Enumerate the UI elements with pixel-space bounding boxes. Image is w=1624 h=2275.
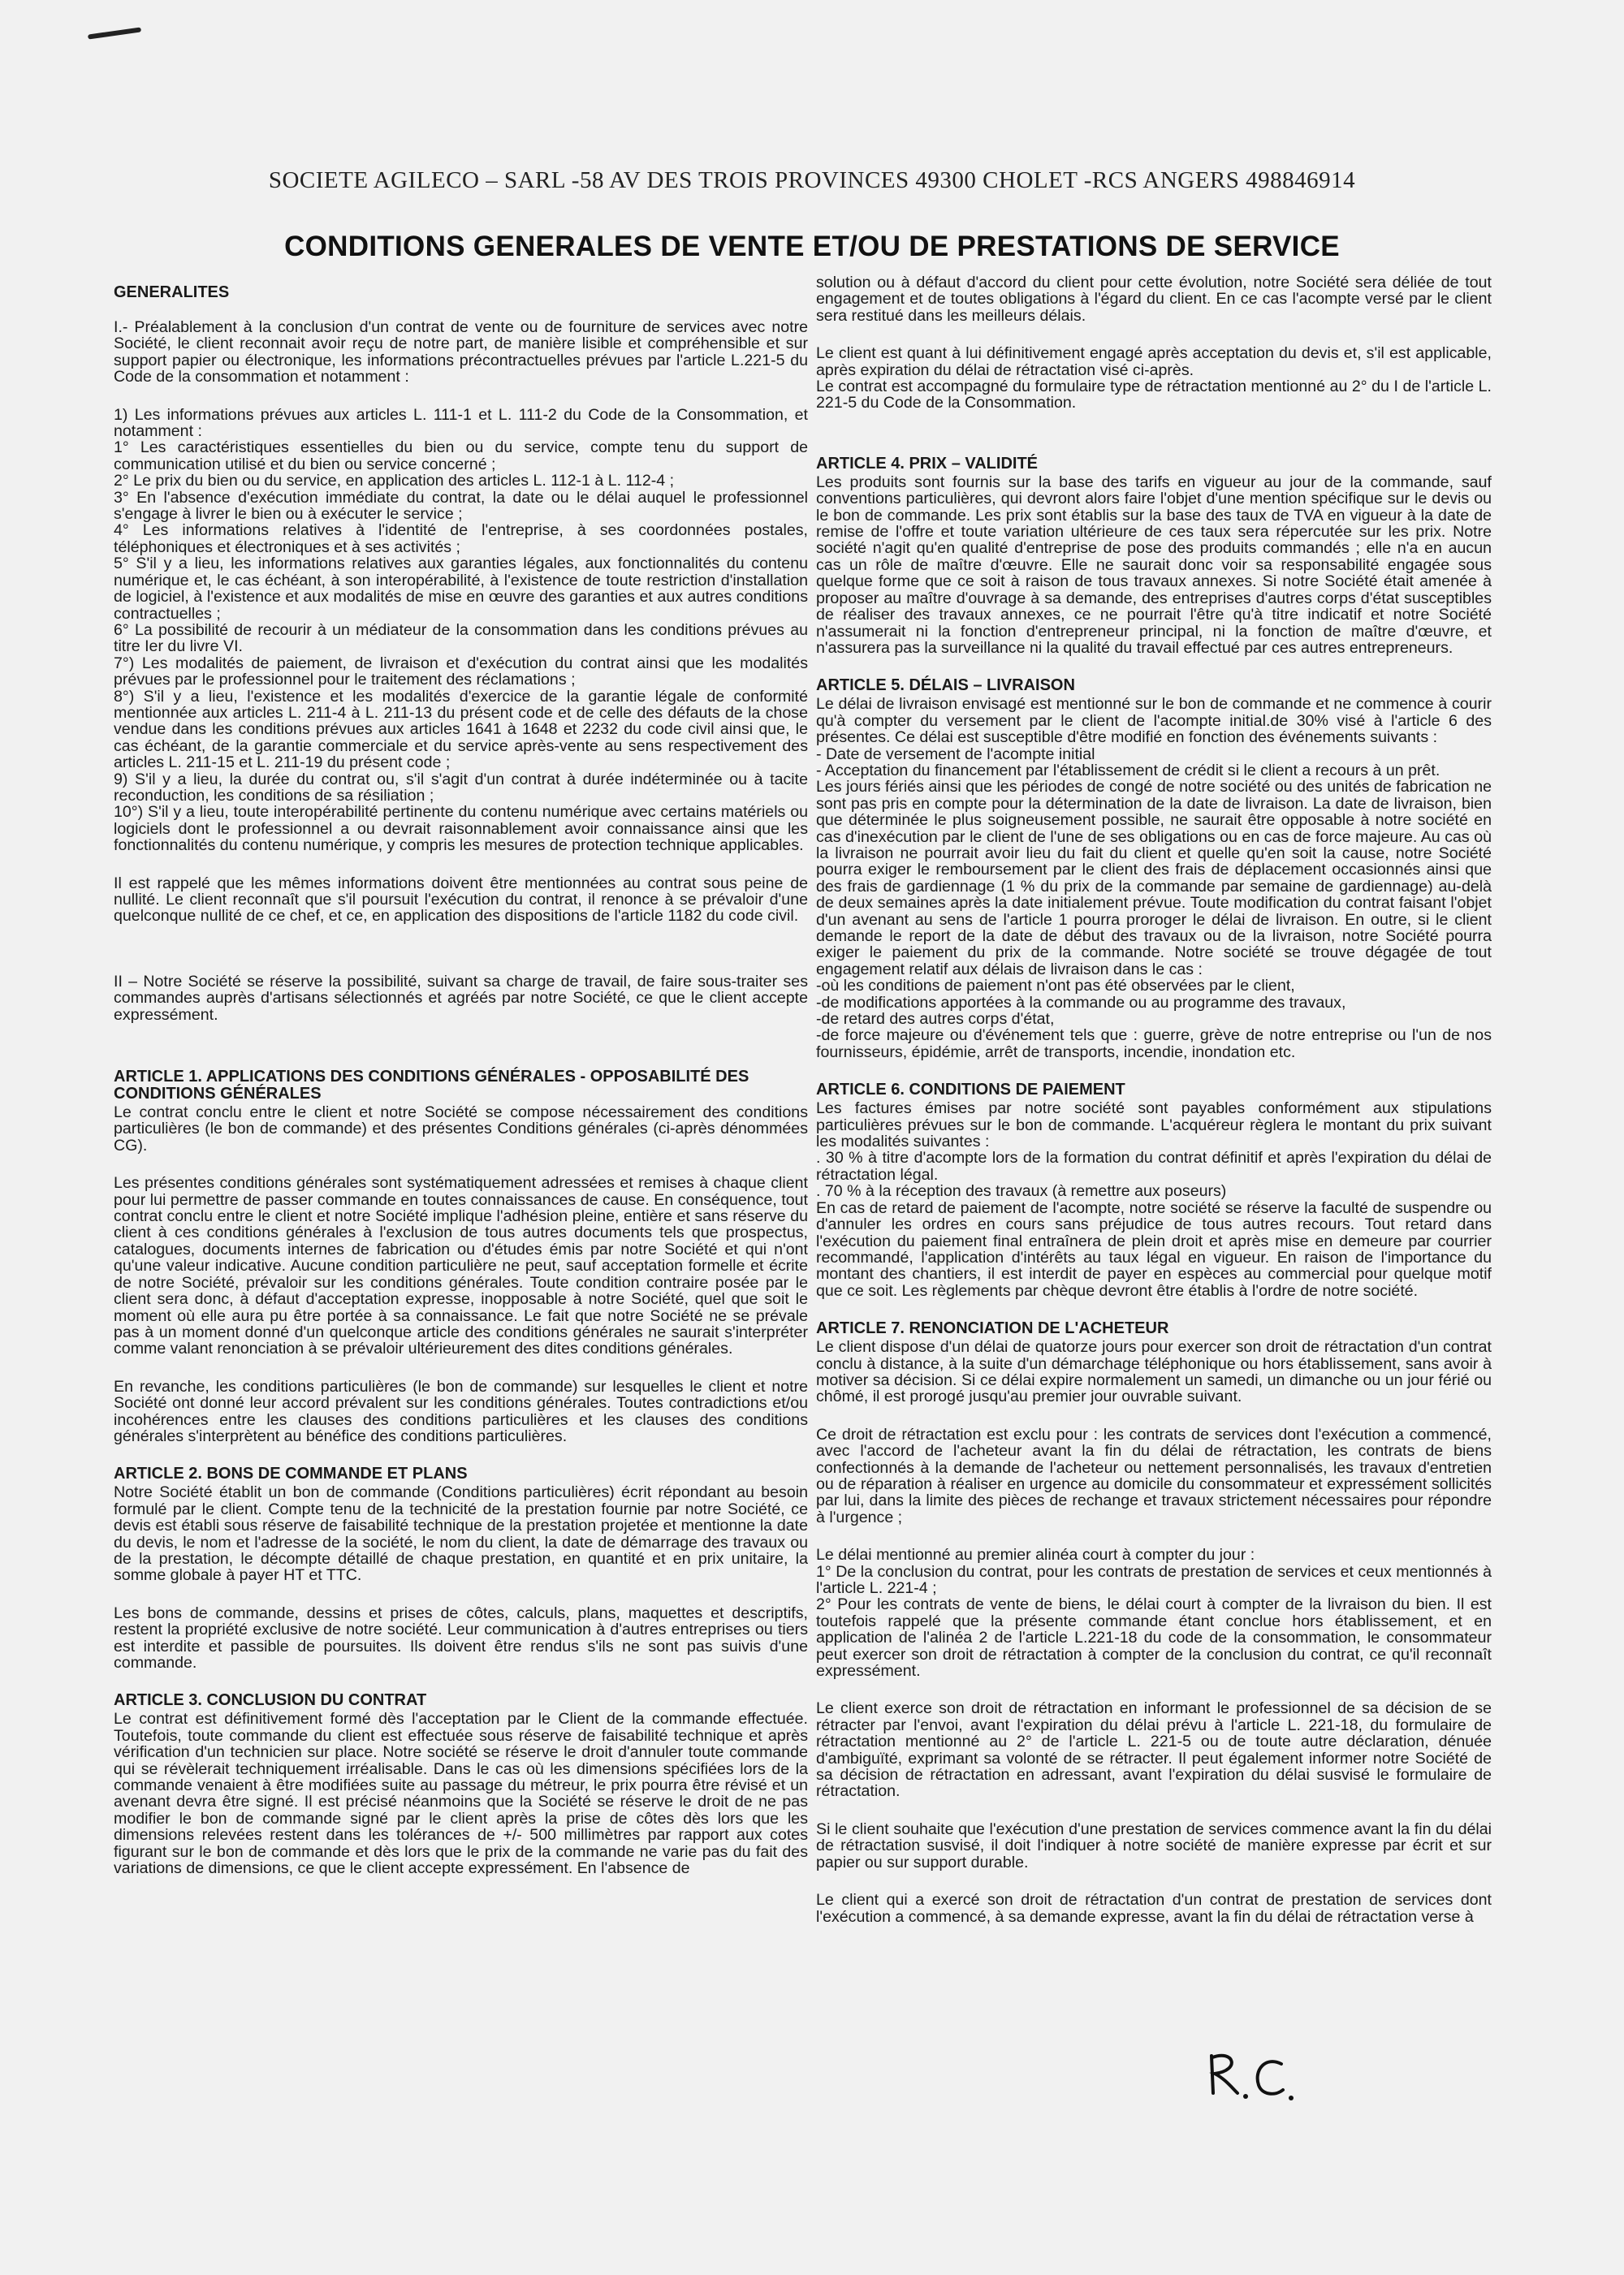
paragraph: Ce droit de rétractation est exclu pour : les contrats de services dont l'exécution a commencé, avec l'accord de l'acheteur avant la fin du délai de rétractation, les contrats de biens confectionnés à la demande de l'acheteur ou nettement personnalisés, les travaux d'entretien ou de réparation à réaliser en urgence au domicile du consommateur et expressément sollicités par lui, dans la limite des pièces de rechange et travaux strictement nécessaires pour répondre à l'urgence ; [816, 1425, 1492, 1526]
paragraph: solution ou à défaut d'accord du client pour cette évolution, notre Société sera déliée de tout engagement et de toutes obligations à l'égard du client. En ce cas l'acompte versé par le client sera restitué dans les meilleurs délais. [816, 274, 1492, 325]
paragraph: I.- Préalablement à la conclusion d'un contrat de vente ou de fourniture de services avec notre Société, le client reconnait avoir reçu de notre part, de manière lisible et compréhensible et sur support papier ou électronique, les informations précontractuelles prévues par l'article L.221-5 du Code de la consommation et notamment : [114, 318, 808, 386]
paragraph: Il est rappelé que les mêmes informations doivent être mentionnées au contrat sous peine de nullité. Le client reconnaît que s'il poursuit l'exécution du contrat, il renonce à se prévaloir d'une quelconque nullité de ce chef, et ce, en application des dispositions de l'article 1182 du code civil. [114, 874, 808, 926]
article-4-heading: ARTICLE 4. PRIX – VALIDITÉ [816, 454, 1038, 473]
paragraph: Les présentes conditions générales sont systématiquement adressées et remises à chaque client pour lui permettre de passer commande en toutes connaissances de cause. En conséquence, tout contrat conclu entre le client et notre Société implique l'adhésion pleine, entière et sans réserve du client à ces conditions générales à l'exclusion de tous autres documents tels que prospectus, catalogues, documents internes de fabrication ou d'études émis par notre Société et qui n'ont qu'une valeur indicative. Aucune condition particulière ne peut, sauf acceptation formelle et écrite de notre Société, prévaloir sur les conditions générales. Toute condition contraire posée par le client sera donc, à défaut d'acceptation expresse, inopposable à notre Société, quel que soit le moment où elle aura pu être portée à sa connaissance. Le fait que notre Société ne se prévale pas à un moment donné d'un quelconque article des conditions générales ne saurait s'interpréter comme valant renonciation à se prévaloir ultérieurement des dites conditions générales. [114, 1174, 808, 1358]
paragraph: Les produits sont fournis sur la base des tarifs en vigueur au jour de la commande, sauf conventions particulières, qui devront alors faire l'objet d'une mention spécifique sur le devis ou le bon de commande. Les prix sont établis sur la base des taux de TVA en vigueur à la date de remise de l'offre et toute variation ultérieure de ces taux sera répercutée sur les prix. Notre société n'agit qu'en qualité d'entreprise de pose des produits commandés ; elle n'a en aucun cas un rôle de maître d'œuvre. Elle ne saurait donc voir sa responsabilité engagée sous quelque forme que ce soit à raison de tous travaux annexes. Si notre Société était amenée à proposer au maître d'ouvrage à sa demande, des entreprises d'autres corps d'état susceptibles de réaliser des travaux annexes, ce ne pourrait l'être qu'à titre indicatif et notre Société n'assumerait ni la fonction d'entrepreneur principal, ni la fonction de maître d'œuvre, et n'assurera pas la surveillance ni la qualité du travail effectué par ces autres entrepreneurs. [816, 473, 1492, 657]
article-3-heading: ARTICLE 3. CONCLUSION DU CONTRAT [114, 1691, 427, 1710]
paragraph: Le client exerce son droit de rétractation en informant le professionnel de sa décision de se rétracter par l'envoi, avant l'expiration du délai prévu à l'article L. 221-18, du formulaire de rétractation mentionné au 2° de l'article L. 221-5 ou de toute autre déclaration, dénuée d'ambiguïté, exprimant sa volonté de se rétracter. Il peut également informer notre Société de sa décision de rétractation en adressant, avant l'expiration du délai susvisé le formulaire de rétractation. [816, 1699, 1492, 1801]
paragraph: II – Notre Société se réserve la possibilité, suivant sa charge de travail, de faire sous-traiter ses commandes auprès d'artisans sélectionnés et agréés par notre Société, ce que le client accepte expressément. [114, 972, 808, 1024]
paragraph: Le contrat conclu entre le client et notre Société se compose nécessairement des conditions particulières (le bon de commande) et des présentes Conditions générales (ci-après dénommées CG). [114, 1103, 808, 1155]
article-1-heading: ARTICLE 1. APPLICATIONS DES CONDITIONS GÉNÉRALES - OPPOSABILITÉ DES CONDITIONS GÉNÉRALES [114, 1068, 749, 1103]
paragraph: Le client est quant à lui définitivement engagé après acceptation du devis et, s'il est applicable, après expiration du délai de rétractation visé ci-après. Le contrat est accompagné du formulaire type de rétractation mentionné au 2° du I de l'article L. 221-5 du Code de la Consommation. [816, 344, 1492, 412]
article-7-heading: ARTICLE 7. RENONCIATION DE L'ACHETEUR [816, 1319, 1169, 1338]
paragraph: Les factures émises par notre société sont payables conformément aux stipulations particulières prévues sur le bon de commande. L'acquéreur règlera le montant du prix suivant les modalités suivantes : . 30 % à titre d'acompte lors de la formation du contrat définitif et après l'expiration du délai de rétractation légal. . 70 % à la réception des travaux (à remettre aux poseurs) En cas de retard de paiement de l'acompte, notre société se réserve la faculté de suspendre ou d'annuler les ordres en cours sans préjudice de tous autres recours. Tout retard dans l'exécution du paiement final entraînera de plein droit et après mise en demeure par courrier recommandé, l'application d'intérêts au taux légal en vigueur. En raison de l'importance du montant des chantiers, il est interdit de payer en espèces au commercial pour quelque motif que ce soit. Les règlements par chèque devront être établis à l'ordre de notre société. [816, 1099, 1492, 1300]
paragraph: Le client qui a exercé son droit de rétractation d'un contrat de prestation de services dont l'exécution a commencé, à sa demande expresse, avant la fin du délai de rétractation verse à [816, 1891, 1492, 1926]
right-column [816, 274, 1492, 1946]
paragraph: Notre Société établit un bon de commande (Conditions particulières) écrit répondant au besoin formulé par le client. Compte tenu de la technicité de la prestation fournie par notre Société, ce devis est établi sous réserve de faisabilité technique de la prestation projetée et mentionne la date du devis, le nom et l'adresse de la société, le nom du client, la date de démarrage des travaux ou de la prestation, le décompte détaillé de chaque prestation, en quantité et en prix unitaire, la somme globale à payer HT et TTC. [114, 1483, 808, 1585]
article-5-heading: ARTICLE 5. DÉLAIS – LIVRAISON [816, 676, 1075, 695]
paragraph: Les bons de commande, dessins et prises de côtes, calculs, plans, maquettes et descriptifs, restent la propriété exclusive de notre société. Leur communication à d'autres entreprises ou tiers est interdite et passible de poursuites. Ils doivent être rendus s'ils ne sont pas suivis d'une commande. [114, 1604, 808, 1672]
pen-mark [88, 27, 141, 39]
paragraph: En revanche, les conditions particulières (le bon de commande) sur lesquelles le client et notre Société ont donné leur accord prévalent sur les conditions générales. Toutes contradictions et/ou incohérences entre les clauses des conditions particulières et les clauses des conditions générales s'interprètent au bénéfice des conditions particulières. [114, 1377, 808, 1445]
handwritten-initials [1202, 2046, 1299, 2111]
paragraph: Le délai mentionné au premier alinéa court à compter du jour : 1° De la conclusion du contrat, pour les contrats de prestation de services et ceux mentionnés à l'article L. 221-4 ; 2° Pour les contrats de vente de biens, le délai court à compter de la livraison du bien. Il est toutefois rappelé que la présente commande étant conclue hors établissement, et en application de l'alinéa 2 de l'article L.221-18 du code de la consommation, le consommateur peut exercer son droit de rétractation à compter de la conclusion du contrat, ce qu'il reconnaît expressément. [816, 1546, 1492, 1681]
paragraph: Le délai de livraison envisagé est mentionné sur le bon de commande et ne commence à courir qu'à compter du versement par le client de l'acompte initial.de 30% visé à l'article 6 des présentes. Ce délai est susceptible d'être modifié en fonction des événements suivants : - Date de versement de l'acompte initial - Acceptation du financement par l'établissement de crédit si le client a recours à un prêt. Les jours fériés ainsi que les périodes de congé de notre société ou des unités de fabrication ne sont pas pris en compte pour la détermination de la date de livraison. La date de livraison, bien que déterminée le plus soigneusement possible, ne saurait être opposable à notre société en cas d'inexécution par le client de l'une de ses obligations ou en cas de force majeure. Au cas où la livraison ne pourrait avoir lieu du fait du client et quelle qu'en soit la cause, notre Société pourra exiger le remboursement par le client des frais de déplacement occasionnés ainsi que des frais de gardiennage (1 % du prix de la commande par semaine de gardiennage) au-delà de deux semaines après la date initialement prévue. Toute modification du contrat faisant l'objet d'un avenant au sens de l'article 1 pourra proroger le délai de livraison. En outre, si le client demande le report de la date de début des travaux ou de la livraison, notre Société pourra exiger le paiement du prix de la commande. Notre société se trouve dégagée de tout engagement relatif aux délais de livraison dans le cas : -où les conditions de paiement n'ont pas été observées par le client, -de modifications apportées à la commande ou au programme des travaux, -de retard des autres corps d'état, -de force majeure ou d'événement tels que : guerre, grève de notre entreprise ou l'un de nos fournisseurs, épidémie, arrêt de transports, incendie, inondation etc. [816, 695, 1492, 1061]
left-column [114, 284, 808, 1897]
paragraph: 1) Les informations prévues aux articles L. 111-1 et L. 111-2 du Code de la Consommation, et notamment : 1° Les caractéristiques essentielles du bien ou du service, compte tenu du support de communication utilisé et du bien ou service concerné ; 2° Le prix du bien ou du service, en application des articles L. 112-1 à L. 112-4 ; 3° En l'absence d'exécution immédiate du contrat, la date ou le délai auquel le professionnel s'engage à livrer le bien ou à exécuter le service ; 4° Les informations relatives à l'identité de l'entreprise, à ses coordonnées postales, téléphoniques et électroniques et à ses activités ; 5° S'il y a lieu, les informations relatives aux garanties légales, aux fonctionnalités du contenu numérique et, le cas échéant, à son interopérabilité, à l'existence de toute restriction d'installation de logiciel, à l'existence et aux modalités de mise en œuvre des garanties et aux autres conditions contractuelles ; 6° La possibilité de recourir à un médiateur de la consommation dans les conditions prévues au titre Ier du livre VI. 7°) Les modalités de paiement, de livraison et d'exécution du contrat ainsi que les modalités prévues par le professionnel pour le traitement des réclamations ; 8°) S'il y a lieu, l'existence et les modalités d'exercice de la garantie légale de conformité mentionnée aux articles L. 211-4 à L. 211-13 du présent code et de celle des défauts de la chose vendue dans les conditions prévues aux articles 1641 à 1648 et 2232 du code civil ainsi que, le cas échéant, de la garantie commerciale et du service après-vente au sens respectivement des articles L. 211-15 et L. 211-19 du présent code ; 9) S'il y a lieu, la durée du contrat ou, s'il s'agit d'un contrat à durée indéterminée ou à tacite reconduction, les conditions de sa résiliation ; 10°) S'il y a lieu, toute interopérabilité pertinente du contenu numérique avec certains matériels ou logiciels dont le professionnel a ou devrait raisonnablement avoir connaissance ainsi que les fonctionnalités du contenu numérique, y compris les mesures de protection technique applicables. [114, 405, 808, 855]
paragraph: Si le client souhaite que l'exécution d'une prestation de services commence avant la fin du délai de rétractation susvisé, il doit l'indiquer à notre société de manière expresse par écrit et sur papier ou sur support durable. [816, 1820, 1492, 1871]
paragraph: Le contrat est définitivement formé dès l'acceptation par le Client de la commande effectuée. Toutefois, toute commande du client est effectuée sous réserve de faisabilité technique et après vérification d'un technicien sur place. Notre société se réserve le droit d'annuler toute commande qui se révèlerait techniquement irréalisable. Dans le cas où les dimensions spécifiées lors de la commande venaient à être modifiées suite au passage du métreur, le prix pourra être révisé et un avenant devra être signé. Il est précisé néanmoins que la Société se réserve le droit de ne pas modifier le bon de commande signé par le client après la prise de côtes dès lors que les dimensions relevées restent dans les tolérances de +/- 500 millimètres par rapport aux cotes figurant sur le bon de commande et dès lors que le prix de la commande ne varie pas du fait des variations de dimensions, ce que le client accepte expressément. En l'absence de [114, 1710, 808, 1878]
section-heading-generalites: GENERALITES [114, 283, 230, 301]
article-6-heading: ARTICLE 6. CONDITIONS DE PAIEMENT [816, 1081, 1125, 1099]
paragraph: Le client dispose d'un délai de quatorze jours pour exercer son droit de rétractation d'un contrat conclu à distance, à la suite d'un démarchage téléphonique ou hors établissement, sans avoir à motiver sa décision. Si ce délai expire normalement un samedi, un dimanche ou un jour férié ou chômé, il est prorogé jusqu'au premier jour ouvrable suivant. [816, 1338, 1492, 1406]
article-2-heading: ARTICLE 2. BONS DE COMMANDE ET PLANS [114, 1465, 468, 1483]
company-header: SOCIETE AGILECO – SARL -58 AV DES TROIS PROVINCES 49300 CHOLET -RCS ANGERS 498846914 [268, 167, 1356, 193]
document-title: CONDITIONS GENERALES DE VENTE ET/OU DE PRESTATIONS DE SERVICE [284, 231, 1340, 262]
